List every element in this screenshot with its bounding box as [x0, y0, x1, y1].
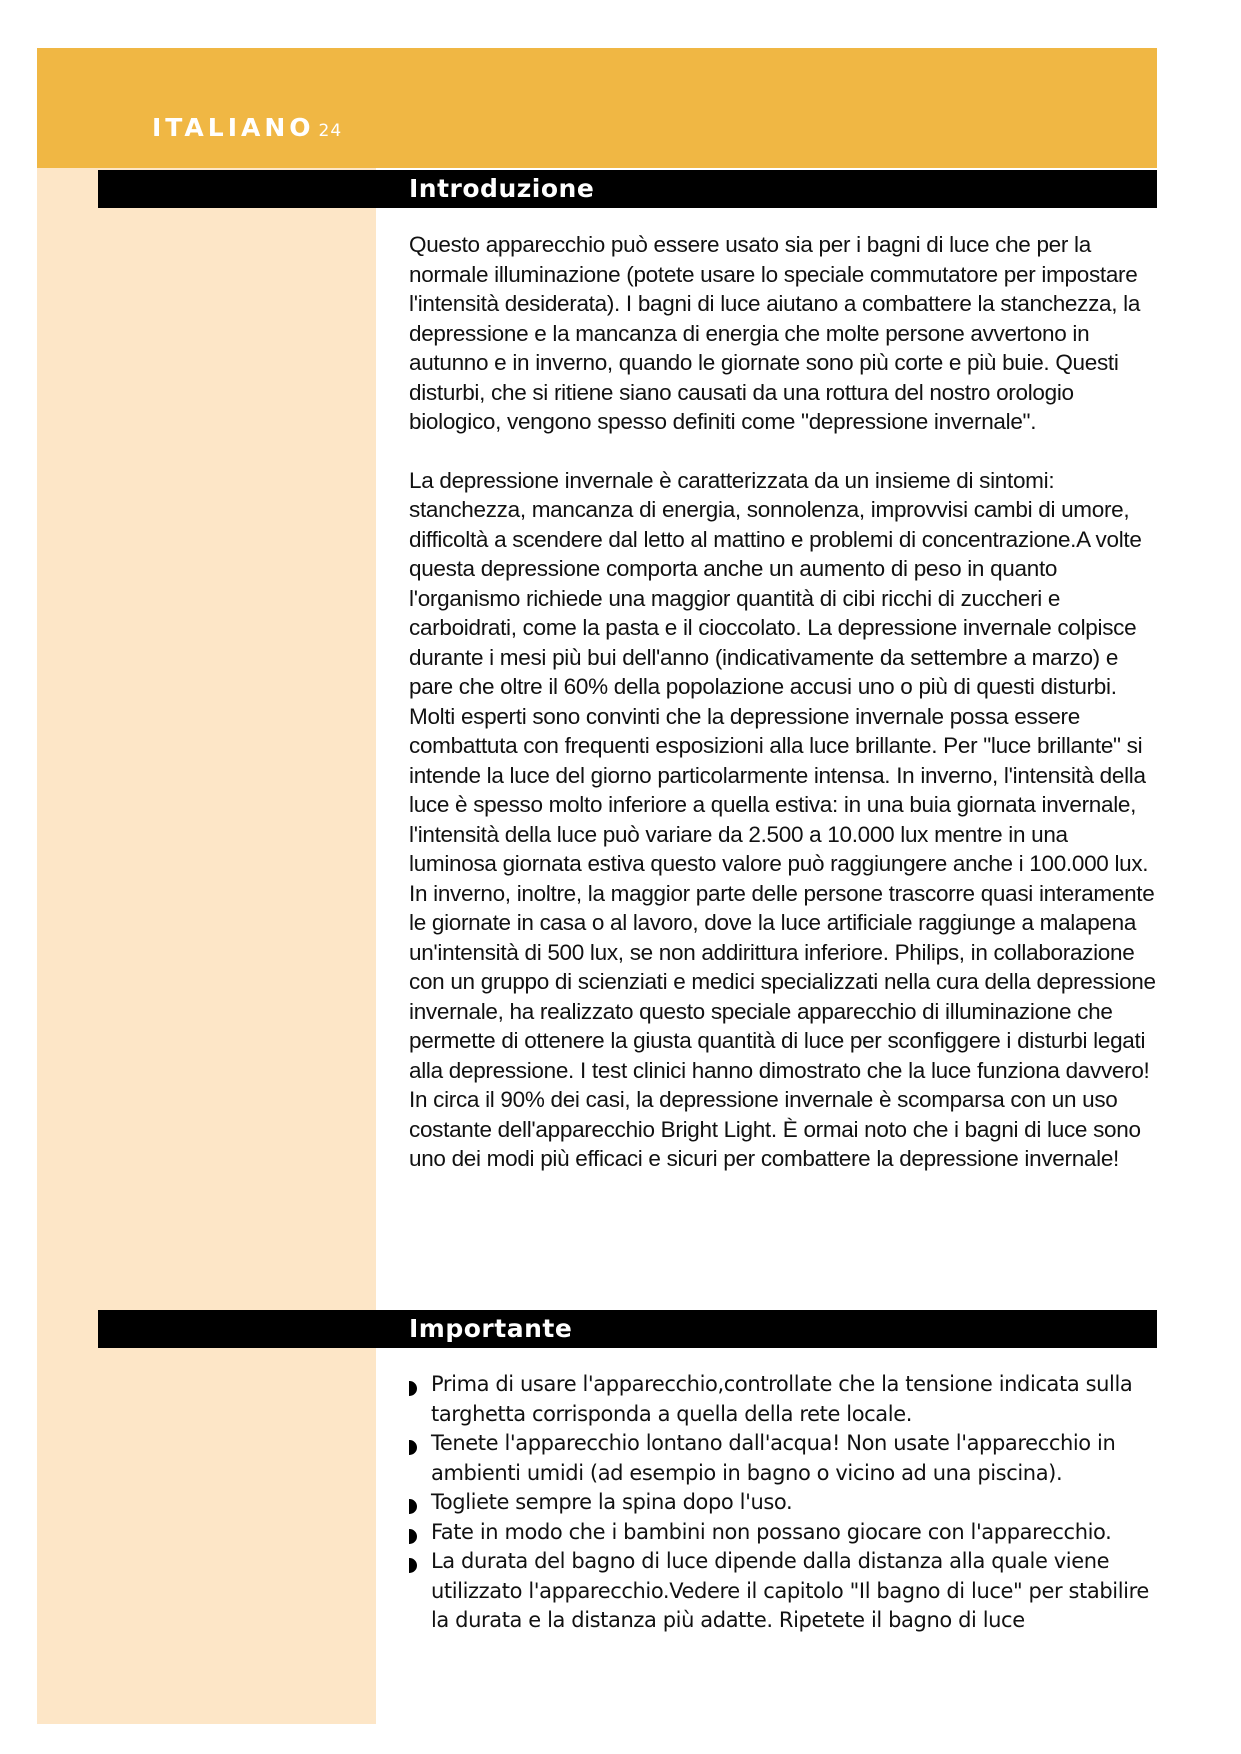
- bullet-icon: [409, 1558, 417, 1573]
- list-item: [409, 1547, 1161, 1636]
- section-bar-importante: [98, 1310, 1157, 1348]
- page-number: 24: [318, 121, 343, 141]
- page-header: [152, 113, 342, 142]
- section-bar-introduzione: [98, 170, 1157, 208]
- list-item-text: Tenete l'apparecchio lontano dall'acqua! Non usate l'apparecchio in ambienti umidi (ad esempio in bagno o vicino ad una piscina).: [431, 1431, 1116, 1485]
- bullet-icon: [409, 1440, 417, 1455]
- paragraph: Questo apparecchio può essere usato sia per i bagni di luce che per la normale illuminazione (potete usare lo speciale commutatore per impostare l'intensità desiderata). I bagni di luce aiutano a combattere la stanchezza, la depressione e la mancanza di energia che molte persone avvertono in autunno e in inverno, quando le giornate sono più corte e più buie. Questi disturbi, che si ritiene siano causati da una rottura del nostro orologio biologico, vengono spesso definiti come "depressione invernale".: [409, 232, 1141, 434]
- bullet-icon: [409, 1529, 417, 1544]
- language-label: ITALIANO: [152, 113, 315, 142]
- list-item: [409, 1370, 1161, 1429]
- section-title-introduzione: Introduzione: [409, 174, 595, 203]
- list-item: [409, 1429, 1161, 1488]
- list-item: [409, 1488, 1161, 1518]
- bullet-icon: [409, 1499, 417, 1514]
- side-column: [37, 168, 376, 1724]
- important-list: [409, 1370, 1161, 1636]
- bullet-icon: [409, 1381, 417, 1396]
- list-item: [409, 1518, 1161, 1548]
- list-item-text: Togliete sempre la spina dopo l'uso.: [431, 1490, 793, 1514]
- header-band: [37, 48, 1157, 168]
- list-item-text: Prima di usare l'apparecchio,controllate che la tensione indicata sulla targhetta corrisponda a quella della rete locale.: [431, 1372, 1133, 1426]
- list-item-text: Fate in modo che i bambini non possano giocare con l'apparecchio.: [431, 1519, 1112, 1544]
- list-item-text: La durata del bagno di luce dipende dalla distanza alla quale viene utilizzato l'apparecchio.Vedere il capitolo "Il bagno di luce" per stabilire la durata e la distanza più adatte. Ripetete il bagno di luce: [431, 1549, 1149, 1632]
- section-title-importante: Importante: [409, 1314, 573, 1343]
- paragraph: La depressione invernale è caratterizzata da un insieme di sintomi: stanchezza, mancanza di energia, sonnolenza, improvvisi cambi di umore, difficoltà a scendere dal letto al mattino e problemi di concentrazione.A volte questa depressione comporta anche un aumento di peso in quanto l'organismo richiede una maggior quantità di cibi ricchi di zuccheri e carboidrati, come la pasta e il cioccolato. La depressione invernale colpisce durante i mesi più bui dell'anno (indicativamente da settembre a marzo) e pare che oltre il 60% della popolazione accusi uno o più di questi disturbi. Molti esperti sono convinti che la depressione invernale possa essere combattuta con frequenti esposizioni alla luce brillante. Per "luce brillante" si intende la luce del giorno particolarmente intensa. In inverno, l'intensità della luce è spesso molto inferiore a quella estiva: in una buia giornata invernale, l'intensità della luce può variare da 2.500 a 10.000 lux mentre in una luminosa giornata estiva questo valore può raggiungere anche i 100.000 lux. In inverno, inoltre, la maggior parte delle persone trascorre quasi interamente le giornate in casa o al lavoro, dove la luce artificiale raggiunge a malapena un'intensità di 500 lux, se non addirittura inferiore. Philips, in collaborazione con un gruppo di scienziati e medici specializzati nella cura della depressione invernale, ha realizzato questo speciale apparecchio di illuminazione che permette di ottenere la giusta quantità di luce per sconfiggere i disturbi legati alla depressione. I test clinici hanno dimostrato che la luce funziona davvero! In circa il 90% dei casi, la depressione invernale è scomparsa con un uso costante dell'apparecchio Bright Light. È ormai noto che i bagni di luce sono uno dei modi più efficaci e sicuri per combattere la depressione invernale!: [409, 467, 1156, 1171]
- section-body-introduzione: [409, 230, 1159, 1203]
